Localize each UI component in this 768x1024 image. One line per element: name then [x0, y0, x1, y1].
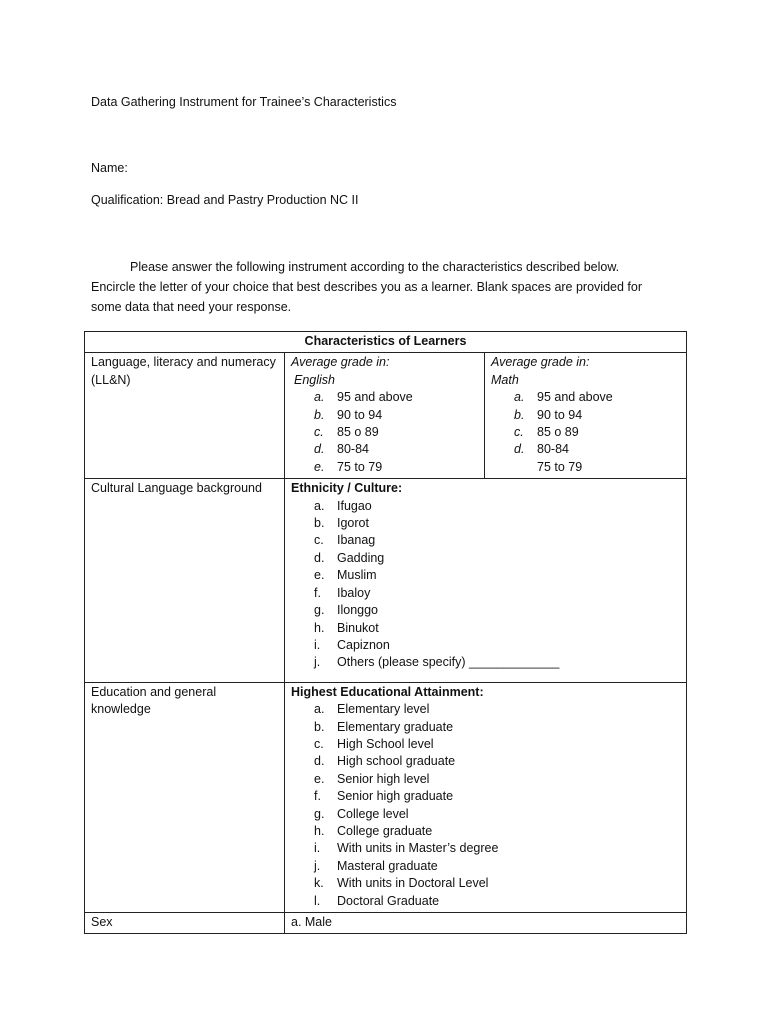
- option-letter: e.: [314, 568, 325, 583]
- option-letter: j.: [314, 655, 321, 670]
- option-text: Binukot: [337, 620, 379, 635]
- option-letter: b.: [514, 407, 525, 422]
- option-text: 95 and above: [537, 390, 613, 405]
- option-item[interactable]: [291, 719, 680, 736]
- option-item[interactable]: [291, 875, 680, 892]
- ethnicity-title: Ethnicity / Culture:: [291, 481, 403, 496]
- option-text: 85 o 89: [337, 425, 379, 440]
- option-letter: c.: [314, 736, 324, 751]
- option-item[interactable]: [291, 532, 680, 549]
- table-row-sex: [85, 913, 687, 934]
- table-row-lln: [85, 353, 687, 479]
- option-item[interactable]: [291, 515, 680, 532]
- option-text: Elementary graduate: [337, 719, 454, 734]
- option-text: Ifugao: [337, 498, 372, 513]
- option-item[interactable]: [291, 498, 680, 515]
- education-title: Highest Educational Attainment:: [291, 684, 484, 699]
- option-letter: h.: [314, 620, 325, 635]
- option-letter: f.: [314, 789, 321, 804]
- option-letter: i.: [314, 637, 321, 652]
- option-text: 95 and above: [337, 390, 413, 405]
- option-letter: g.: [314, 603, 325, 618]
- table-header-row: [85, 332, 687, 353]
- option-letter: a.: [514, 390, 525, 405]
- option-item[interactable]: [291, 389, 478, 406]
- option-text: Capiznon: [337, 637, 390, 652]
- option-item[interactable]: [291, 620, 680, 637]
- option-item[interactable]: [291, 407, 478, 424]
- option-item[interactable]: [291, 441, 478, 458]
- option-item[interactable]: [291, 567, 680, 584]
- option-text: Senior high level: [337, 771, 430, 786]
- option-text: Doctoral Graduate: [337, 893, 440, 908]
- option-item[interactable]: [291, 424, 478, 441]
- option-letter: k.: [314, 876, 324, 891]
- option-item[interactable]: [291, 459, 478, 476]
- row-label-sex: Sex: [85, 913, 285, 934]
- option-letter: l.: [314, 893, 321, 908]
- row-label-education: Education and general knowledge: [85, 682, 285, 912]
- english-grade-title: Average grade in:: [291, 355, 390, 370]
- option-text: Others (please specify) _____________: [337, 655, 560, 670]
- option-text: College graduate: [337, 823, 433, 838]
- option-item[interactable]: [291, 602, 680, 619]
- option-item[interactable]: [291, 550, 680, 567]
- math-grade-title: Average grade in:: [491, 355, 590, 370]
- option-text: 80-84: [337, 442, 369, 457]
- option-item[interactable]: [291, 753, 680, 770]
- option-text: Gadding: [337, 550, 385, 565]
- option-text: With units in Doctoral Level: [337, 876, 489, 891]
- english-grade-cell: [285, 353, 485, 479]
- option-letter: c.: [314, 425, 324, 440]
- option-text: Igorot: [337, 516, 369, 531]
- characteristics-table: [84, 331, 687, 934]
- option-letter: d.: [314, 442, 325, 457]
- option-text: With units in Master’s degree: [337, 841, 499, 856]
- option-item[interactable]: [491, 441, 680, 458]
- option-item[interactable]: [291, 654, 680, 671]
- option-text: Ibanag: [337, 533, 376, 548]
- option-text: 80-84: [537, 442, 569, 457]
- option-letter: a.: [314, 498, 325, 513]
- option-text: 90 to 94: [537, 407, 583, 422]
- option-text: Senior high graduate: [337, 789, 454, 804]
- math-extra-option[interactable]: 75 to 79: [537, 459, 583, 474]
- option-text: 75 to 79: [337, 459, 383, 474]
- option-letter: b.: [314, 407, 325, 422]
- option-item[interactable]: [291, 788, 680, 805]
- table-row-culture: [85, 479, 687, 682]
- instructions: [91, 257, 691, 317]
- option-letter: a.: [314, 390, 325, 405]
- option-letter: c.: [514, 425, 524, 440]
- option-item[interactable]: [291, 736, 680, 753]
- math-grade-cell: [485, 353, 687, 479]
- option-text: 85 o 89: [537, 425, 579, 440]
- option-item[interactable]: [291, 771, 680, 788]
- option-letter: b.: [314, 719, 325, 734]
- ethnicity-cell: [285, 479, 687, 682]
- option-letter: d.: [314, 550, 325, 565]
- option-letter: h.: [314, 823, 325, 838]
- option-item[interactable]: [491, 389, 680, 406]
- option-letter: d.: [314, 754, 325, 769]
- instructions-line-3: some data that need your response.: [91, 300, 292, 314]
- option-text: Ilonggo: [337, 603, 379, 618]
- english-subject: English: [294, 372, 335, 387]
- option-text: High School level: [337, 736, 434, 751]
- option-item[interactable]: [491, 407, 680, 424]
- name-label: Name:: [91, 161, 128, 175]
- option-item[interactable]: [291, 701, 680, 718]
- option-letter: e.: [314, 771, 325, 786]
- option-letter: f.: [314, 585, 321, 600]
- option-text: Muslim: [337, 568, 377, 583]
- option-letter: a.: [314, 702, 325, 717]
- option-text: Elementary level: [337, 702, 430, 717]
- document-title: Data Gathering Instrument for Trainee’s Characteristics: [91, 95, 397, 109]
- option-item[interactable]: [291, 637, 680, 654]
- instructions-line-1: Please answer the following instrument according to the characteristics described below.: [130, 260, 620, 274]
- option-text: College level: [337, 806, 409, 821]
- option-item[interactable]: [291, 893, 680, 910]
- sex-value[interactable]: a. Male: [285, 913, 687, 934]
- option-item[interactable]: [291, 840, 680, 857]
- option-item[interactable]: [291, 806, 680, 823]
- option-item[interactable]: [291, 823, 680, 840]
- option-text: High school graduate: [337, 754, 456, 769]
- education-options: [291, 701, 680, 910]
- qualification-line: Qualification: Bread and Pastry Production NC II: [91, 193, 359, 207]
- ethnicity-options: [291, 498, 680, 672]
- option-letter: b.: [314, 516, 325, 531]
- table-header: Characteristics of Learners: [85, 332, 687, 353]
- option-item[interactable]: [291, 858, 680, 875]
- table-row-education: [85, 682, 687, 912]
- math-subject: Math: [491, 372, 519, 387]
- instructions-line-2: Encircle the letter of your choice that best describes you as a learner. Blank spaces are provided for: [91, 280, 642, 294]
- option-item[interactable]: [491, 424, 680, 441]
- option-letter: c.: [314, 533, 324, 548]
- option-text: 90 to 94: [337, 407, 383, 422]
- option-letter: e.: [314, 459, 325, 474]
- row-label-culture: Cultural Language background: [85, 479, 285, 682]
- option-text: Ibaloy: [337, 585, 371, 600]
- education-cell: [285, 682, 687, 912]
- english-options: [291, 389, 478, 476]
- option-letter: g.: [314, 806, 325, 821]
- option-letter: i.: [314, 841, 321, 856]
- option-letter: j.: [314, 858, 321, 873]
- option-letter: d.: [514, 442, 525, 457]
- option-text: Masteral graduate: [337, 858, 438, 873]
- row-label-lln: Language, literacy and numeracy (LL&N): [85, 353, 285, 479]
- math-options: [491, 389, 680, 459]
- option-item[interactable]: [291, 585, 680, 602]
